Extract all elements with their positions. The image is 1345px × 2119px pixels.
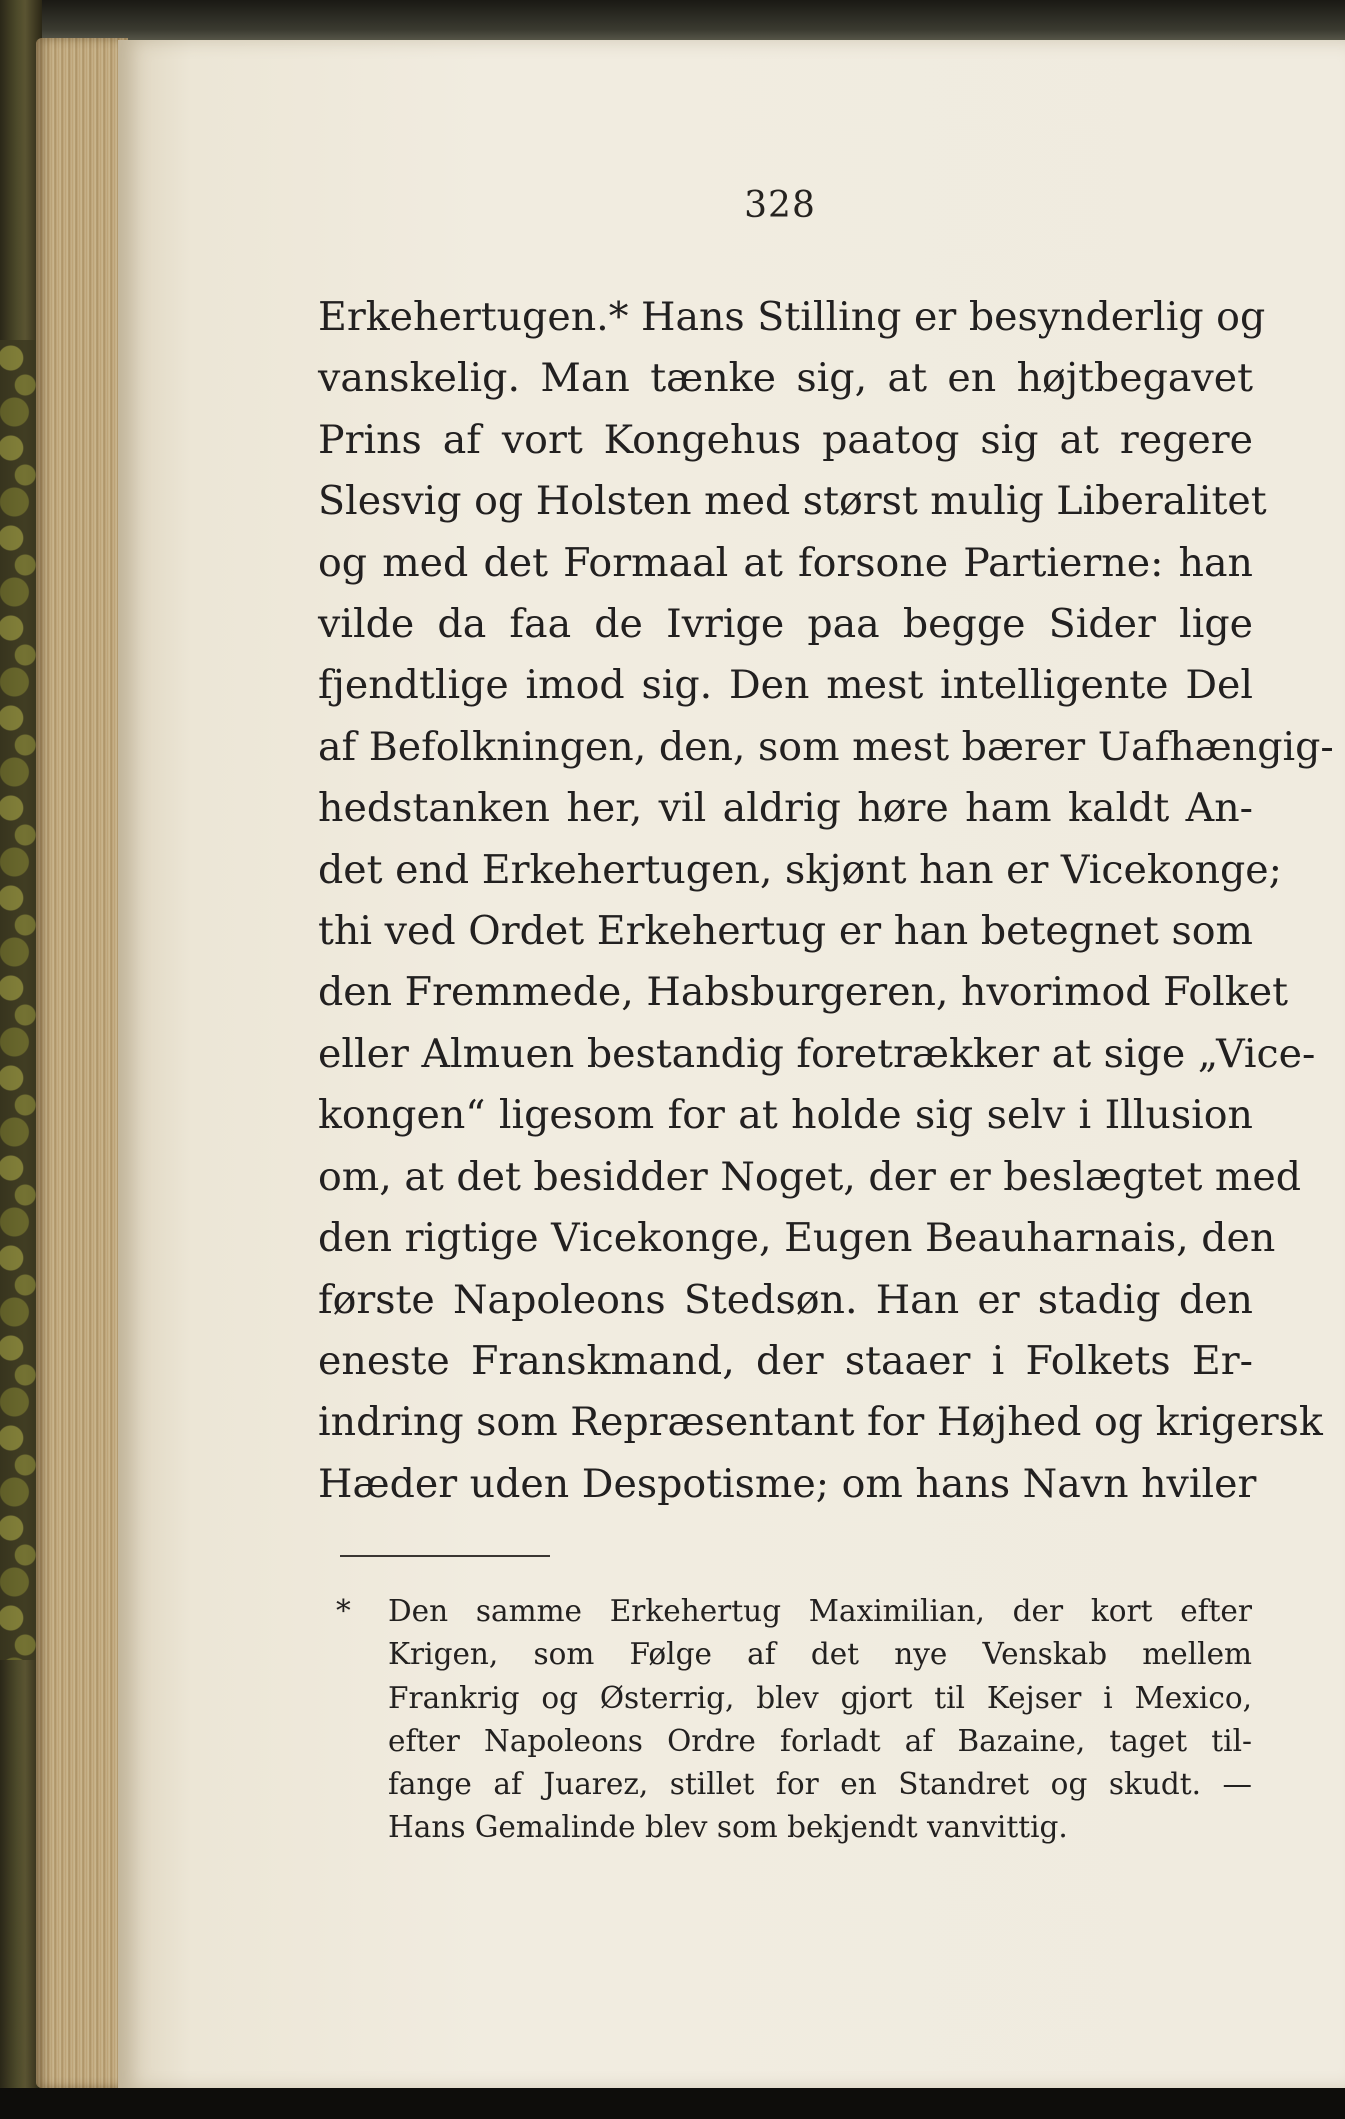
top-dark-border <box>0 0 1345 42</box>
text-line: og med det Formaal at forsone Partierne: han <box>318 539 1253 586</box>
text-line: den Fremmede, Habsburgeren, hvorimod Folket <box>318 969 1288 1016</box>
footnote-line: Krigen, som Følge af det nye Venskab mellem <box>388 1637 1252 1672</box>
footnote-line: fange af Juarez, stillet for en Standret og skudt. — <box>388 1767 1252 1802</box>
text-line: vilde da faa de Ivrige paa begge Sider lige <box>318 601 1253 648</box>
footnote-body <box>388 1590 1252 1850</box>
text-line: det end Erkehertugen, skjønt han er Vicekonge; <box>318 846 1282 893</box>
text-line: eller Almuen bestandig foretrækker at sige „Vice- <box>318 1030 1316 1077</box>
marbled-cover-pattern <box>0 340 36 1660</box>
text-line: Slesvig og Holsten med størst mulig Liberalitet <box>318 478 1267 525</box>
text-line: kongen“ ligesom for at holde sig selv i Illusion <box>318 1092 1253 1139</box>
footnote-line: Frankrig og Østerrig, blev gjort til Kejser i Mexico, <box>388 1680 1252 1715</box>
body-text <box>318 287 1334 1515</box>
text-line: af Befolkningen, den, som mest bærer Uafhængig- <box>318 723 1334 770</box>
text-line: den rigtige Vicekonge, Eugen Beauharnais, den <box>318 1215 1276 1262</box>
page-stack-edges <box>36 38 128 2088</box>
text-line: vanskelig. Man tænke sig, at en højtbegavet <box>318 355 1253 402</box>
page-number: 328 <box>744 185 816 226</box>
text-line: første Napoleons Stedsøn. Han er stadig den <box>318 1276 1253 1323</box>
text-line: om, at det besidder Noget, der er beslægtet med <box>318 1153 1302 1200</box>
footnote-marker: * <box>336 1594 351 1628</box>
text-line: indring som Repræsentant for Højhed og krigersk <box>318 1399 1323 1446</box>
bottom-dark-border <box>0 2088 1345 2119</box>
footnote <box>336 1590 1252 1850</box>
text-line: Erkehertugen.* Hans Stilling er besynderlig og <box>318 294 1266 340</box>
text-line: fjendtlige imod sig. Den mest intelligente Del <box>318 662 1253 709</box>
text-line: eneste Franskmand, der staaer i Folkets Er- <box>318 1337 1253 1384</box>
footnote-line: Hans Gemalinde blev som bekjendt vanvittig. <box>388 1810 1068 1845</box>
text-line: thi ved Ordet Erkehertug er han betegnet som <box>318 908 1253 955</box>
text-line: Prins af vort Kongehus paatog sig at regere <box>318 416 1253 463</box>
footnote-line: Den samme Erkehertug Maximilian, der kort efter <box>388 1594 1252 1628</box>
text-line: Hæder uden Despotisme; om hans Navn hviler <box>318 1460 1257 1507</box>
text-line: hedstanken her, vil aldrig høre ham kaldt An- <box>318 785 1253 832</box>
footnote-line: efter Napoleons Ordre forladt af Bazaine, taget til- <box>388 1723 1252 1758</box>
footnote-divider <box>340 1555 550 1557</box>
